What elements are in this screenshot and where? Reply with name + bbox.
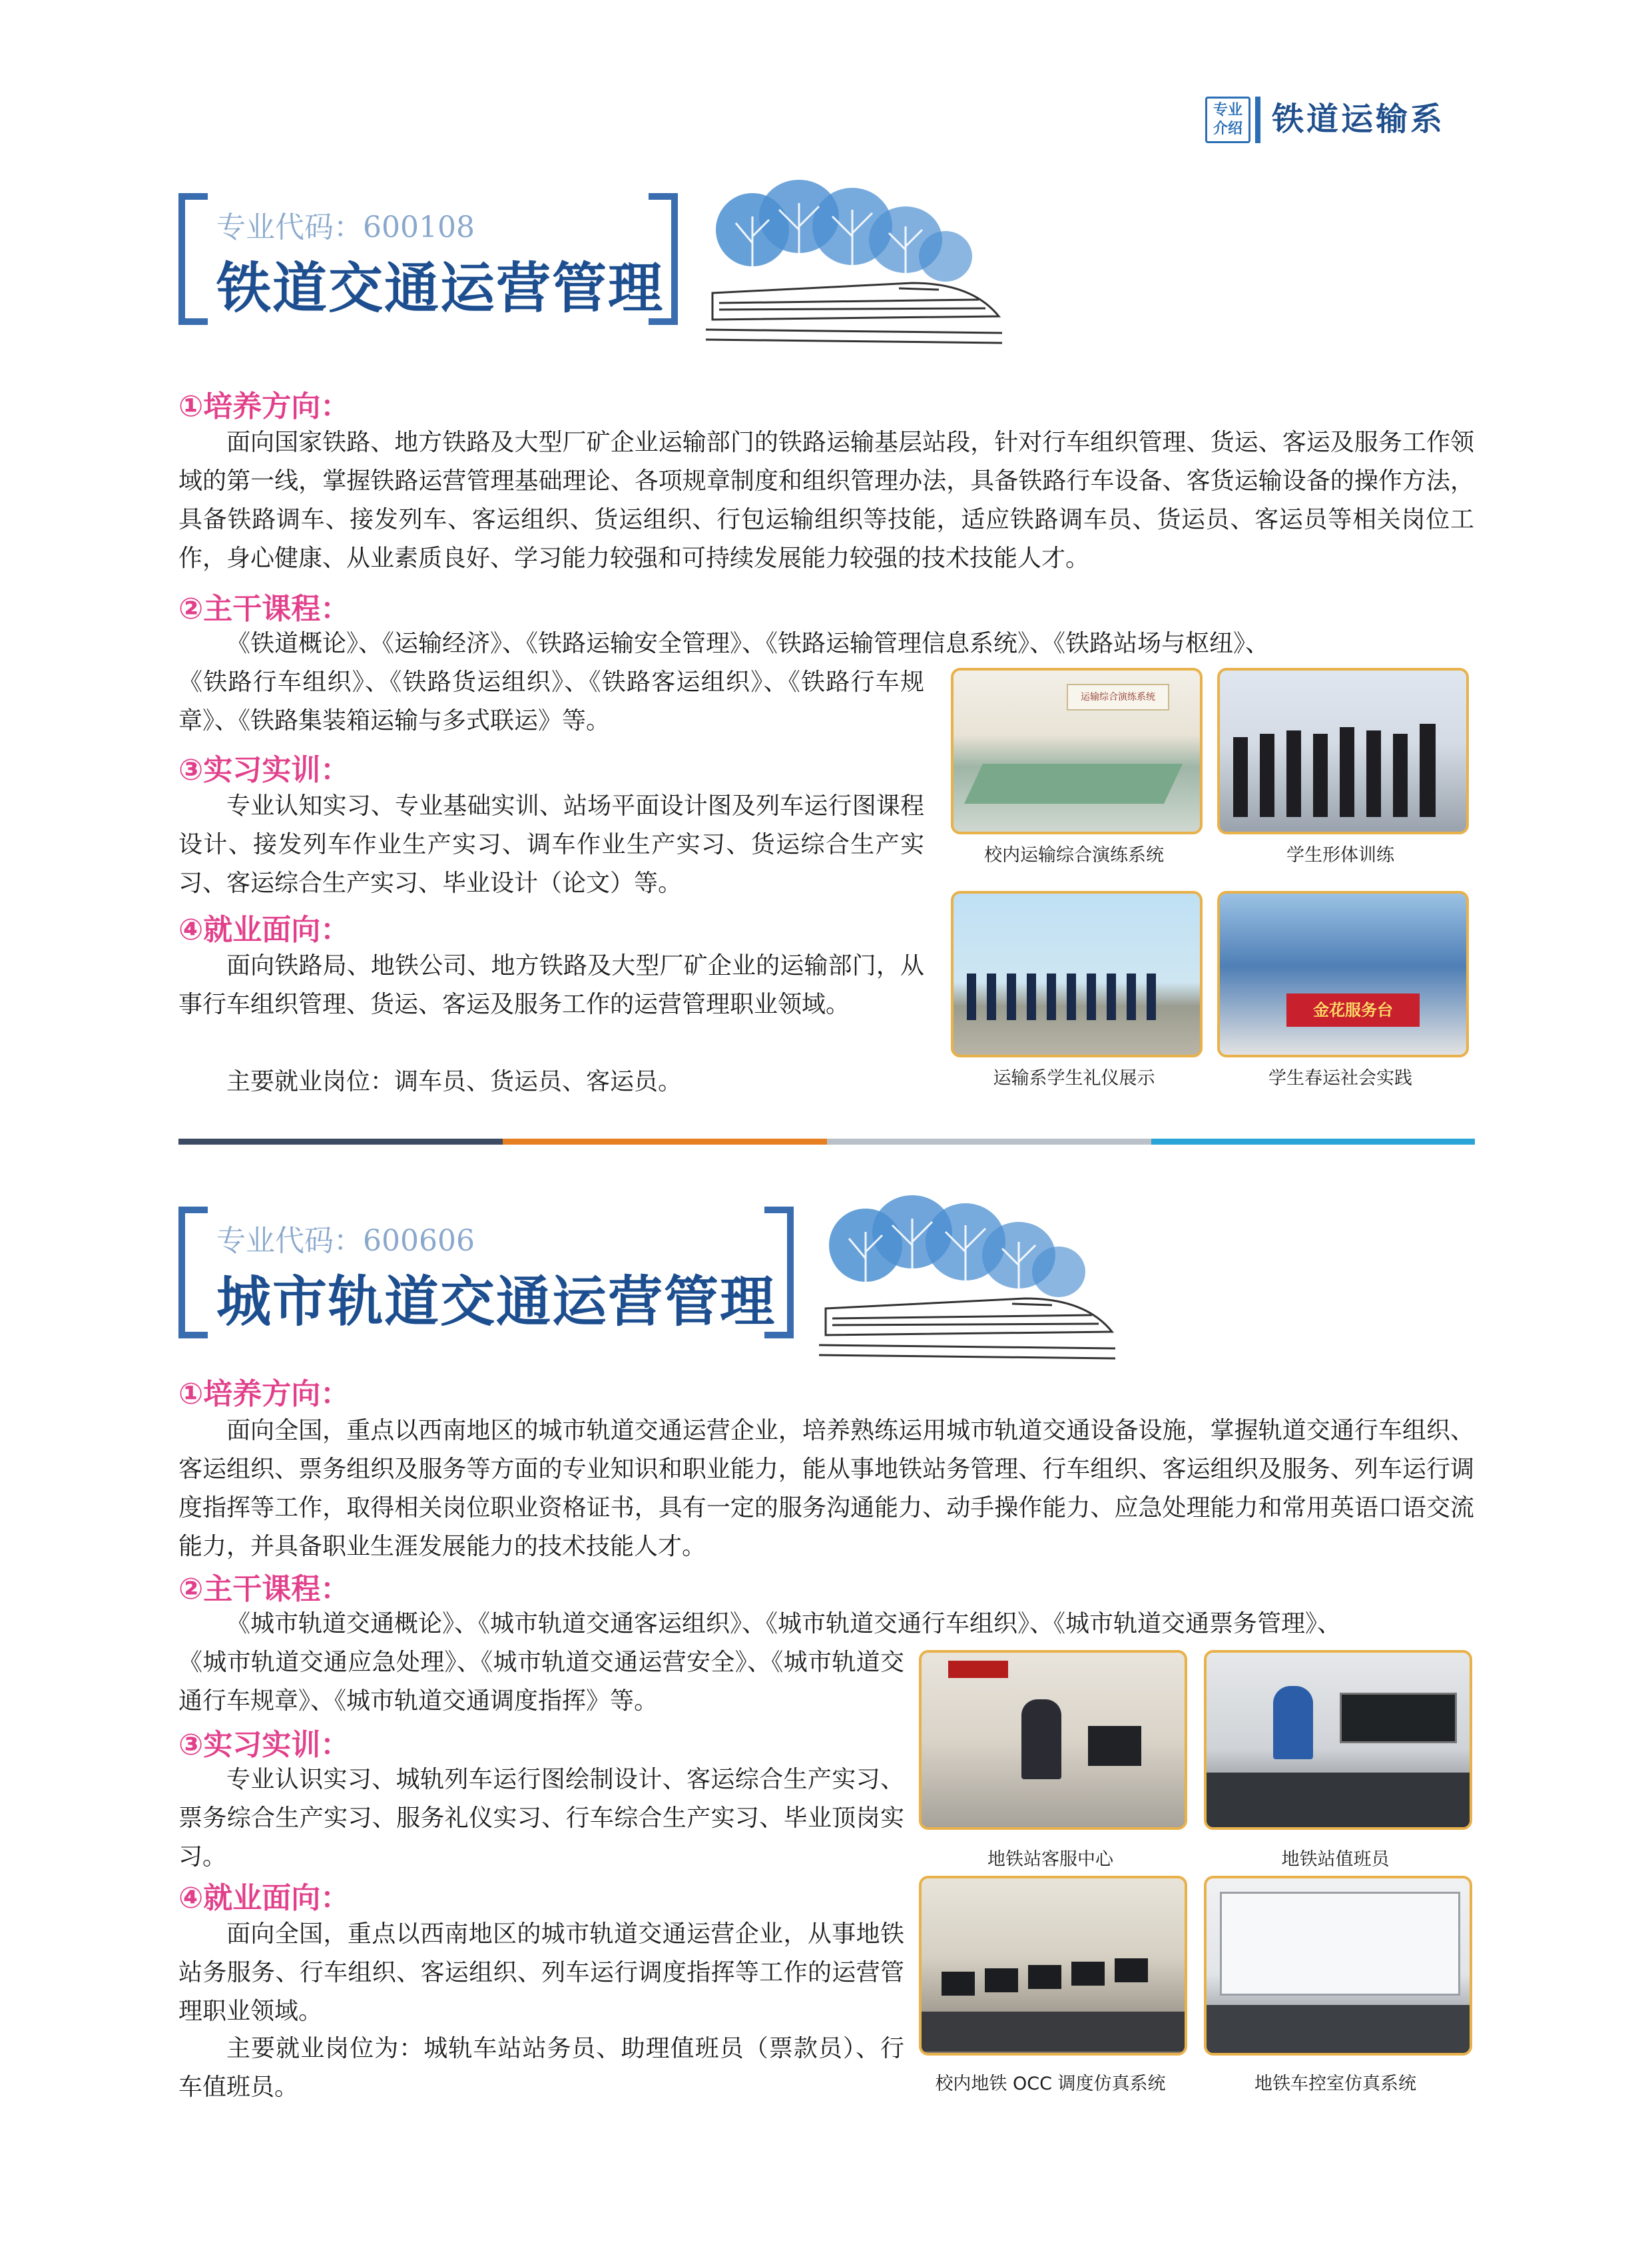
- service-desk-sign: 金花服务台: [1286, 993, 1420, 1027]
- divider-segment: [178, 1139, 503, 1145]
- internship-text: 专业认知实习、专业基础实训、站场平面设计图及列车运行图课程设计、接发列车作业生产实习、调车作业生产实习、货运综合生产实习、客运综合生产实习、毕业设计（论文）等。: [178, 792, 924, 897]
- divider-segment: [827, 1139, 1151, 1145]
- photo-transport-training-system: [951, 668, 1203, 834]
- led-sign: [948, 1661, 1008, 1678]
- major-title: 城市轨道交通运营管理: [216, 1270, 776, 1334]
- rail-model: [964, 764, 1183, 804]
- main-courses-text-line1: 《铁道概论》、《运输经济》、《铁路运输安全管理》、《铁路运输管理信息系统》、《铁路站场与枢纽》、: [226, 630, 1270, 657]
- main-courses-text-cont: 《铁路行车组织》、《铁路货运组织》、《铁路客运组织》、《铁路行车规章》、《铁路集装箱运输与多式联运》等。: [178, 669, 924, 734]
- heading-training-direction: ①培养方向：: [178, 1377, 350, 1411]
- training-direction-text: 面向全国，重点以西南地区的城市轨道交通运营企业，培养熟练运用城市轨道交通设备设施，掌握轨道交通行车组织、客运组织、票务组织及服务等方面的专业知识和职业能力，能从事地铁站务管理、行车组织、客运组织及服务、列车运行调度指挥等工作，取得相关岗位职业资格证书，具有一定的服务沟通能力、动手操作能力、应急处理能力和常用英语口语交流能力，并具备职业生涯发展能力的技术技能人才。: [178, 1417, 1474, 1560]
- photo-caption: 运输系学生礼仪展示: [993, 1068, 1155, 1089]
- photo-station-duty-officer: [1204, 1650, 1472, 1830]
- photo-caption: 学生形体训练: [1286, 845, 1394, 866]
- students-row: [954, 960, 1200, 1053]
- students-silhouettes: [1220, 710, 1466, 830]
- photo-control-room-simulation: [1204, 1876, 1472, 2056]
- internship-text: 专业认识实习、城轨列车运行图绘制设计、客运综合生产实习、票务综合生产实习、服务礼仪实习、行车综合生产实习、毕业顶岗实习。: [178, 1766, 904, 1870]
- main-courses-text-line1: 《城市轨道交通概论》、《城市轨道交通客运组织》、《城市轨道交通行车组织》、《城市轨道交通票务管理》、: [226, 1610, 1342, 1637]
- employment-positions: 主要就业岗位为：城轨车站站务员、助理值班员（票款员）、行车值班员。: [178, 2035, 904, 2101]
- divider-segment: [1151, 1139, 1475, 1145]
- console-desk: [1207, 2005, 1470, 2053]
- major-code: 专业代码：600108: [216, 210, 475, 244]
- photo-sign: 运输综合演练系统: [1067, 684, 1169, 710]
- train-tree-illustration: [699, 176, 1005, 350]
- photo-customer-service-center: [919, 1650, 1187, 1830]
- photo-caption: 地铁车控室仿真系统: [1254, 2074, 1416, 2094]
- major-title: 铁道交通运营管理: [216, 257, 665, 320]
- employment-text: 面向全国，重点以西南地区的城市轨道交通运营企业，从事地铁站务服务、行车组织、客运组织、列车运行调度指挥等工作的运营管理职业领域。: [178, 1920, 904, 2025]
- heading-main-courses: ②主干课程：: [178, 592, 350, 626]
- heading-internship: ③实习实训：: [178, 753, 350, 787]
- header-badge: [1205, 97, 1250, 143]
- monitor-rows: [922, 1945, 1185, 2052]
- heading-internship: ③实习实训：: [178, 1728, 350, 1762]
- employment-positions: 主要就业岗位：调车员、货运员、客运员。: [226, 1068, 683, 1095]
- bracket-left: [178, 1207, 208, 1338]
- major-code: 专业代码：600606: [216, 1224, 475, 1258]
- train-tree-illustration: [812, 1192, 1119, 1365]
- header-separator: [1255, 97, 1260, 143]
- training-direction-text: 面向国家铁路、地方铁路及大型厂矿企业运输部门的铁路运输基层站段，针对行车组织管理、货运、客运及服务工作领域的第一线，掌握铁路运营管理基础理论、各项规章制度和组织管理办法，具备铁路行车设备、客货运输设备的操作方法，具备铁路调车、接发列车、客运组织、货运组织、行包运输组织等技能，适应铁路调车员、货运员、客运员等相关岗位工作，身心健康、从业素质良好、学习能力较强和可持续发展能力较强的技术技能人才。: [178, 429, 1474, 572]
- control-screens: [1340, 1693, 1457, 1743]
- photo-caption: 校内运输综合演练系统: [984, 845, 1164, 866]
- heading-employment: ④就业面向：: [178, 913, 350, 947]
- header-badge-line2: 介绍: [1213, 121, 1242, 137]
- photo-caption: 校内地铁 OCC 调度仿真系统: [935, 2074, 1166, 2094]
- photo-caption: 地铁站客服中心: [987, 1849, 1113, 1870]
- bracket-left: [178, 193, 208, 325]
- photo-occ-simulation: [919, 1876, 1187, 2056]
- main-courses-text-cont: 《城市轨道交通应急处理》、《城市轨道交通运营安全》、《城市轨道交通行车规章》、《城市轨道交通调度指挥》等。: [178, 1649, 904, 1715]
- mimic-panel: [1220, 1892, 1460, 1996]
- employment-text: 面向铁路局、地铁公司、地方铁路及大型厂矿企业的运输部门，从事行车组织管理、货运、客运及服务工作的运营管理职业领域。: [178, 952, 924, 1018]
- divider-segment: [503, 1139, 827, 1145]
- department-title: 铁道运输系: [1272, 101, 1446, 138]
- photo-spring-festival-practice: [1217, 891, 1469, 1057]
- console-desk: [1207, 1773, 1470, 1827]
- photo-body-training: [1217, 668, 1469, 834]
- staff-figure: [1021, 1699, 1061, 1779]
- staff-figure: [1273, 1686, 1313, 1759]
- heading-employment: ④就业面向：: [178, 1881, 350, 1915]
- monitor: [1088, 1726, 1141, 1766]
- photo-etiquette-show: [951, 891, 1203, 1057]
- photo-caption: 学生春运社会实践: [1268, 1068, 1412, 1089]
- heading-main-courses: ②主干课程：: [178, 1572, 350, 1606]
- heading-training-direction: ①培养方向：: [178, 390, 350, 423]
- photo-caption: 地铁站值班员: [1281, 1849, 1390, 1870]
- header-badge-line1: 专业: [1213, 102, 1242, 119]
